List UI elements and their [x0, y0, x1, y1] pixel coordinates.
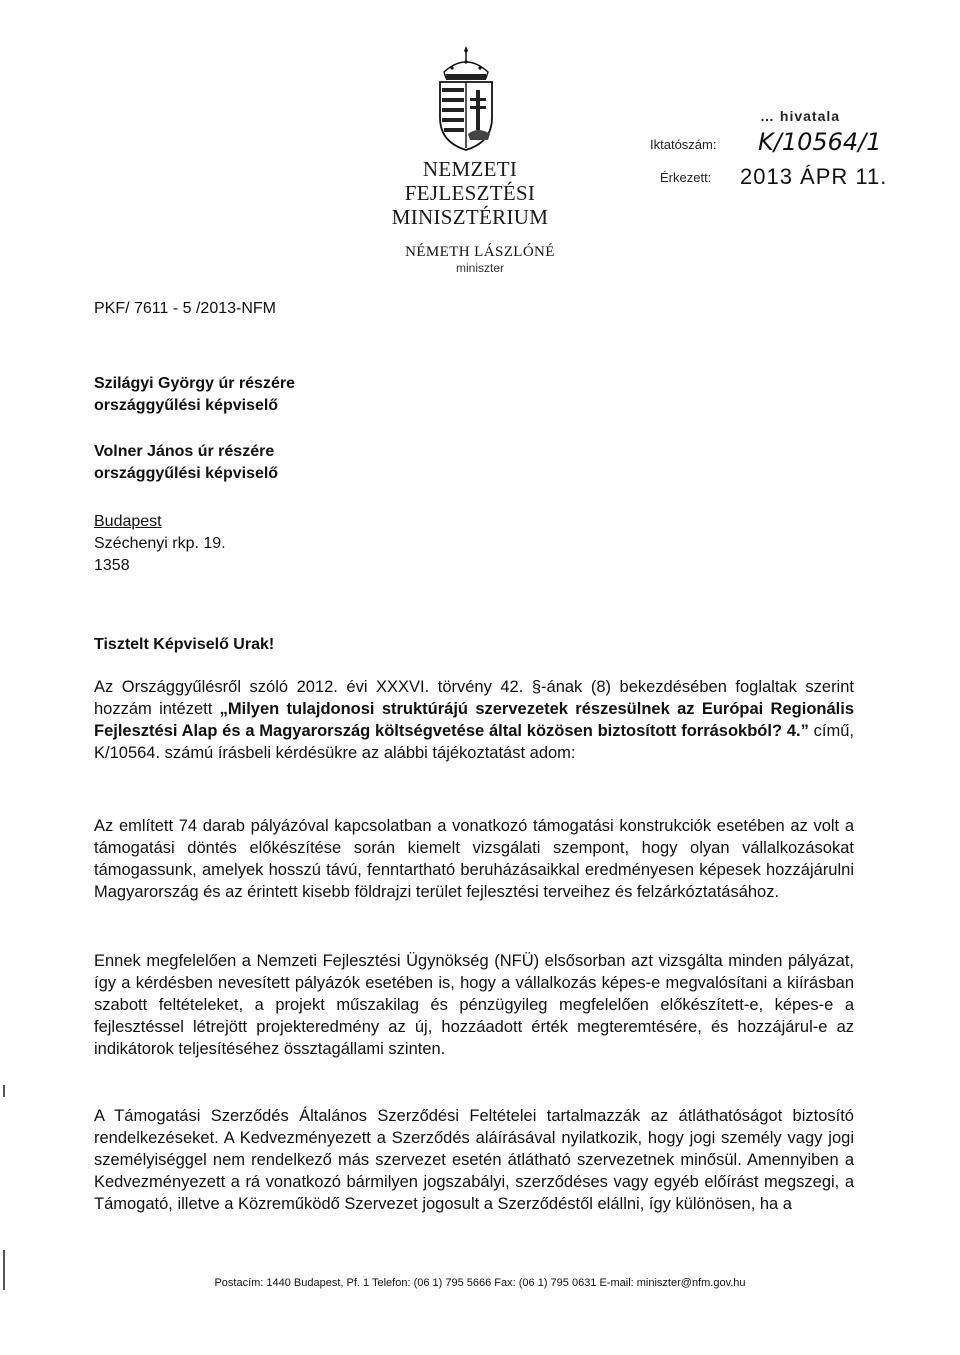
stamp-arrived-value: 2013 ÁPR 11.: [740, 164, 888, 189]
minister-role: miniszter: [455, 261, 504, 275]
footer-contact: Postacím: 1440 Budapest, Pf. 1 Telefon: (06 1) 795 5666 Fax: (06 1) 795 0631 E-mail: miniszter@nfm.gov.hu: [214, 1277, 746, 1289]
stamp-registration-label: Iktatószám:: [650, 137, 717, 152]
registration-stamp: [640, 108, 900, 188]
recipient-1-title: országgyűlési képviselő: [94, 397, 279, 414]
paragraph-3-text: Ennek megfelelően a Nemzeti Fejlesztési Ügynökség (NFÜ) elsősorban azt vizsgálta minden pályázat, így a kérdésben nevesített pályázók esetében is, hogy a vállalkozás képes-e megvalósítani a kiírásban szabott feltételeket, a projekt műszakilag és pénzügyileg megfelelően előkészített-e, képes-e a fejlesztéssel létrejött projekteredmény az új, hozzáadott érték megteremtésére, és hozzájárul-e az indikátorok teljesítéséhez össztagállami szinten.: [94, 952, 854, 1058]
ministry-line-1: NEMZETI FEJLESZTÉSI: [404, 157, 536, 205]
margin-mark: [3, 1085, 5, 1097]
paragraph-1-end: című, K/10564. számú írásbeli kérdésükre az alábbi tájékoztatást adom:: [94, 722, 854, 762]
coat-of-arms-icon: [428, 42, 504, 154]
address-postcode: 1358: [94, 557, 130, 574]
paragraph-1-question: „Milyen tulajdonosi struktúrájú szervezetek részesülnek az Európai Regionális Fejlesztési Alap és a Magyarország költségvetése által közösen biztosított forrásokból? 4.”: [94, 700, 854, 740]
paragraph-4: [94, 1105, 854, 1215]
ministry-line-2: MINISZTÉRIUM: [391, 205, 549, 229]
minister-name: NÉMETH LÁSZLÓNÉ: [405, 244, 555, 260]
paragraph-4-text: A Támogatási Szerződés Általános Szerződési Feltételei tartalmazzák az átláthatóságot biztosító rendelkezéseket. A Kedvezményezett a Szerződés aláírásával nyilatkozik, hogy jogi személy vagy jogi személyiséggel nem rendelkező más szervezet esetén átlátható szervezetnek minősül. Amennyiben a Kedvezményezett a rá vonatkozó bármilyen jogszabályi, szerződéses vagy egyéb előírást megszegi, a Támogató, illetve a Közreműködő Szervezet jogosult a Szerződéstől elállni, így különösen, ha a: [94, 1107, 854, 1213]
address-city: Budapest: [94, 513, 162, 530]
salutation: Tisztelt Képviselő Urak!: [94, 636, 275, 653]
ministry-name: [370, 157, 570, 229]
stamp-registration-value: K/10564/1: [758, 128, 882, 156]
paragraph-1-intro: Az Országgyűlésről szóló 2012. évi XXXVI. törvény 42. §-ának (8) bekezdésében foglaltak szerint hozzám intézett: [94, 678, 854, 718]
reference-number: PKF/ 7611 - 5 /2013-NFM: [94, 300, 276, 317]
paragraph-2-text: Az említett 74 darab pályázóval kapcsolatban a vonatkozó támogatási konstrukciók esetében az volt a támogatási döntés előkészítése során kiemelt vizsgálati szempont, hogy olyan vállalkozásokat támogassunk, amelyek hosszú távú, fenntartható beruházásaikkal eredményesen képesek hozzájárulni Magyarország és az érintett kisebb földrajzi terület fejlesztési terveihez és felzárkóztatásához.: [94, 817, 854, 901]
recipient-1-name: Szilágyi György úr részére: [94, 375, 295, 392]
paragraph-2: [94, 815, 854, 903]
stamp-arrived-label: Érkezett:: [660, 170, 712, 185]
paragraph-3: [94, 950, 854, 1060]
address-street: Széchenyi rkp. 19.: [94, 535, 226, 552]
recipient-2-title: országgyűlési képviselő: [94, 465, 279, 482]
paragraph-1: [94, 676, 854, 764]
recipient-2-name: Volner János úr részére: [94, 443, 275, 460]
stamp-office: … hivatala: [760, 108, 841, 124]
